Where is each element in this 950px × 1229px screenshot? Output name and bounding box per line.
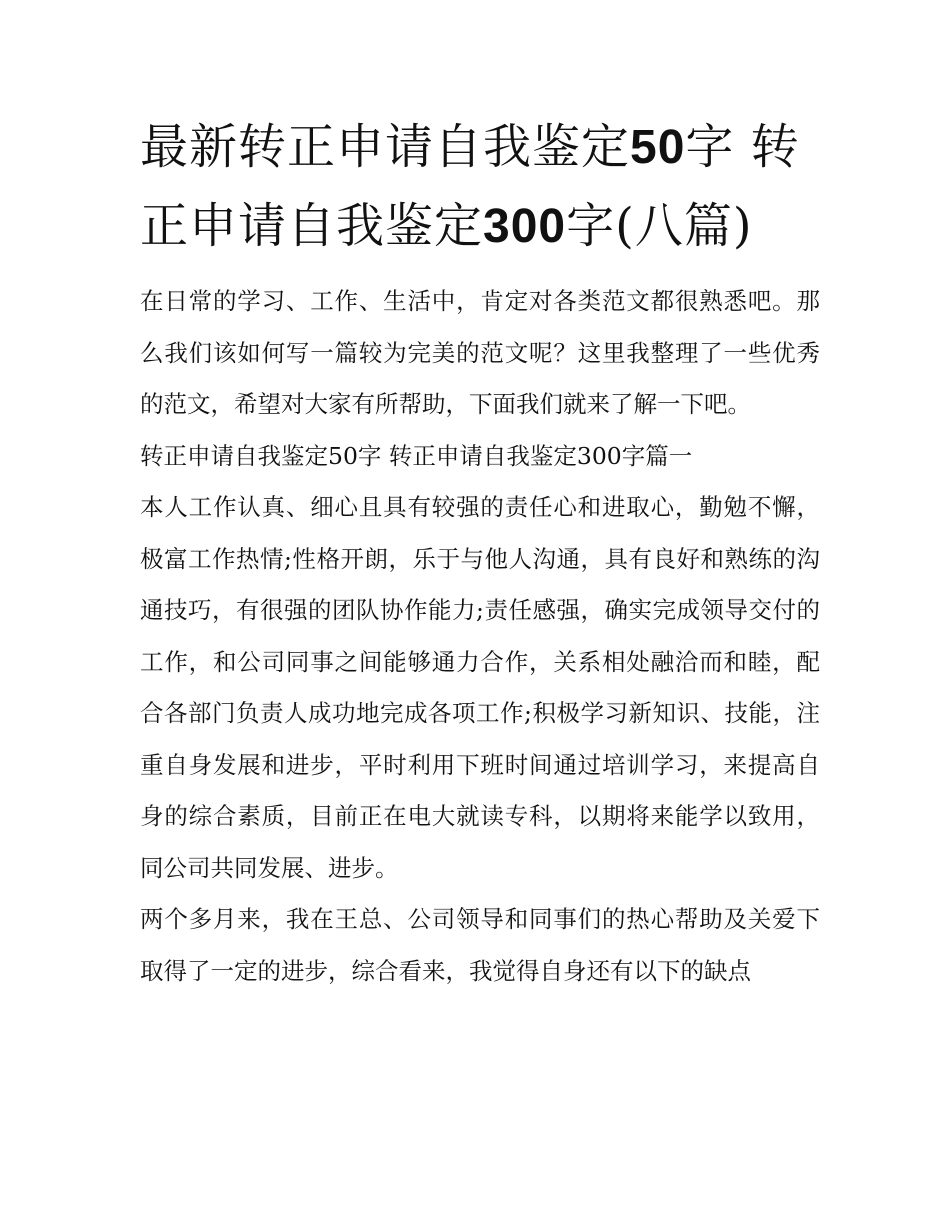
title-text-2: 字 转正申请自我鉴定 [140,119,800,254]
section-heading: 转正申请自我鉴定50字 转正申请自我鉴定300字篇一 [140,441,693,470]
title-number-2: 300 [483,200,567,253]
document-title [140,108,820,266]
document-body [140,276,820,997]
title-number-1: 50 [630,121,686,174]
document-page [140,108,820,997]
body-paragraph-1: 本人工作认真、细心且具有较强的责任心和进取心，勤勉不懈，极富工作热情;性格开朗，乐于与他人沟通，具有良好和熟练的沟通技巧，有很强的团队协作能力;责任感强，确实完成领导交付的工作，和公司同事之间能够通力合作，关系相处融洽而和睦，配合各部门负责人成功地完成各项工作;积极学习新知识、技能，注重自身发展和进步，平时利用下班时间通过培训学习，来提高自身的综合素质，目前正在电大就读专科，以期将来能学以致用，同公司共同发展、进步。 [140,493,820,882]
title-text-3: 字(八篇) [566,198,753,254]
intro-paragraph: 在日常的学习、工作、生活中，肯定对各类范文都很熟悉吧。那么我们该如何写一篇较为完美的范文呢？这里我整理了一些优秀的范文，希望对大家有所帮助，下面我们就来了解一下吧。 [140,287,820,418]
title-text-1: 最新转正申请自我鉴定 [140,119,631,175]
body-paragraph-2: 两个多月来，我在王总、公司领导和同事们的热心帮助及关爱下取得了一定的进步，综合看来，我觉得自身还有以下的缺点 [140,905,820,985]
